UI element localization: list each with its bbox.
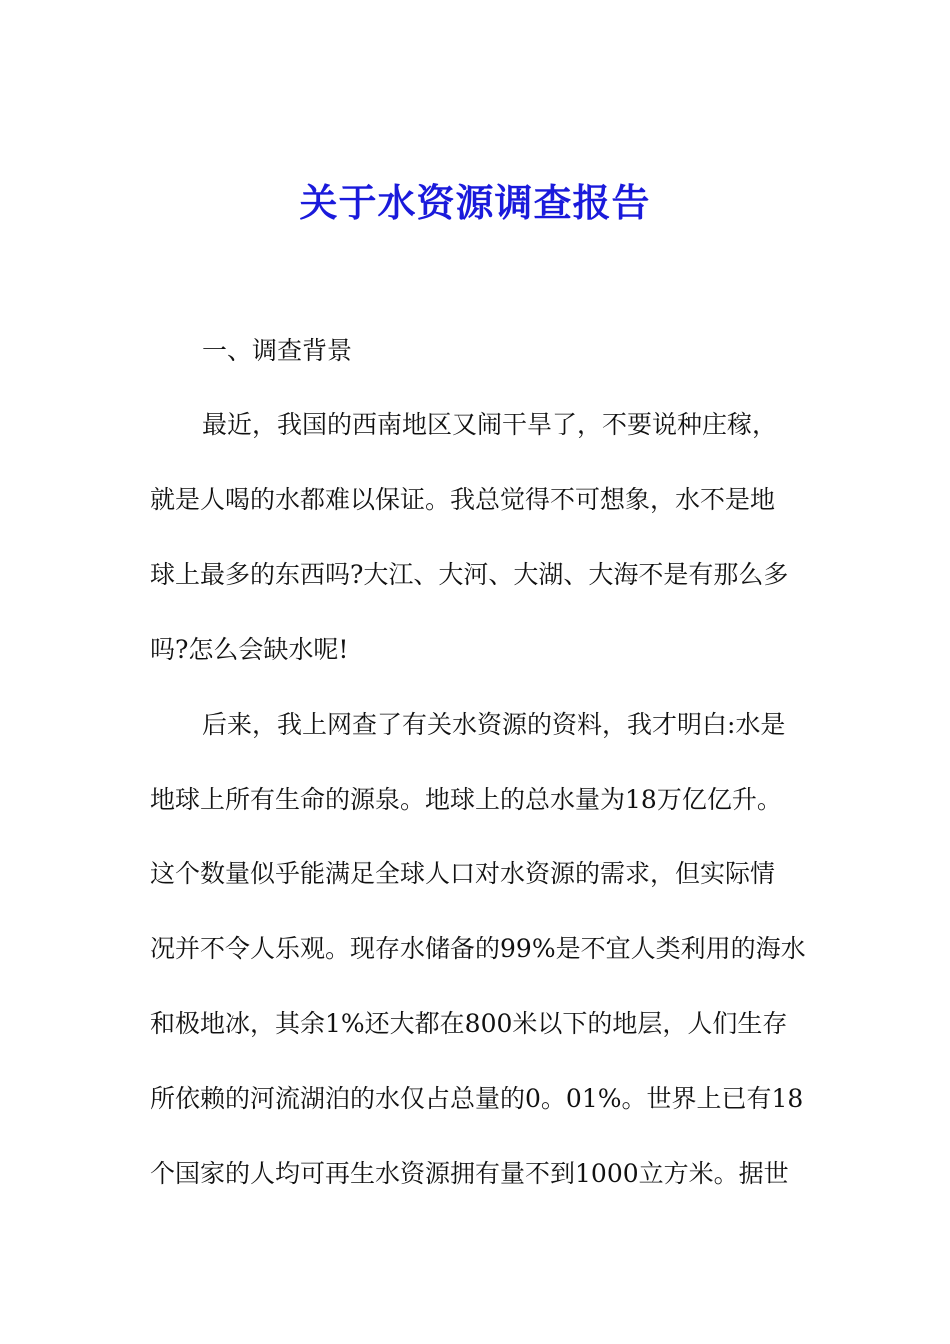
paragraph-line: 个国家的人均可再生水资源拥有量不到1000立方米。据世 (150, 1159, 789, 1188)
section-heading: 一、调查背景 (202, 336, 353, 365)
paragraph-line: 所依赖的河流湖泊的水仅占总量的0。01%。世界上已有18 (150, 1084, 804, 1113)
document-title: 关于水资源调查报告 (299, 180, 651, 225)
paragraph-line: 就是人喝的水都难以保证。我总觉得不可想象，水不是地 (150, 485, 776, 514)
paragraph-line: 这个数量似乎能满足全球人口对水资源的需求，但实际情 (150, 859, 776, 888)
paragraph-line: 球上最多的东西吗?大江、大河、大湖、大海不是有那么多 (150, 560, 789, 589)
paragraph-line: 后来，我上网查了有关水资源的资料，我才明白:水是 (202, 710, 786, 739)
paragraph-line: 吗?怎么会缺水呢! (150, 635, 349, 664)
paragraph-line: 地球上所有生命的源泉。地球上的总水量为18万亿亿升。 (150, 785, 782, 814)
paragraph-line: 和极地冰，其余1%还大都在800米以下的地层，人们生存 (150, 1009, 788, 1038)
paragraph-line: 况并不令人乐观。现存水储备的99%是不宜人类利用的海水 (150, 934, 806, 963)
paragraph-line: 最近，我国的西南地区又闹干旱了，不要说种庄稼， (202, 410, 778, 439)
